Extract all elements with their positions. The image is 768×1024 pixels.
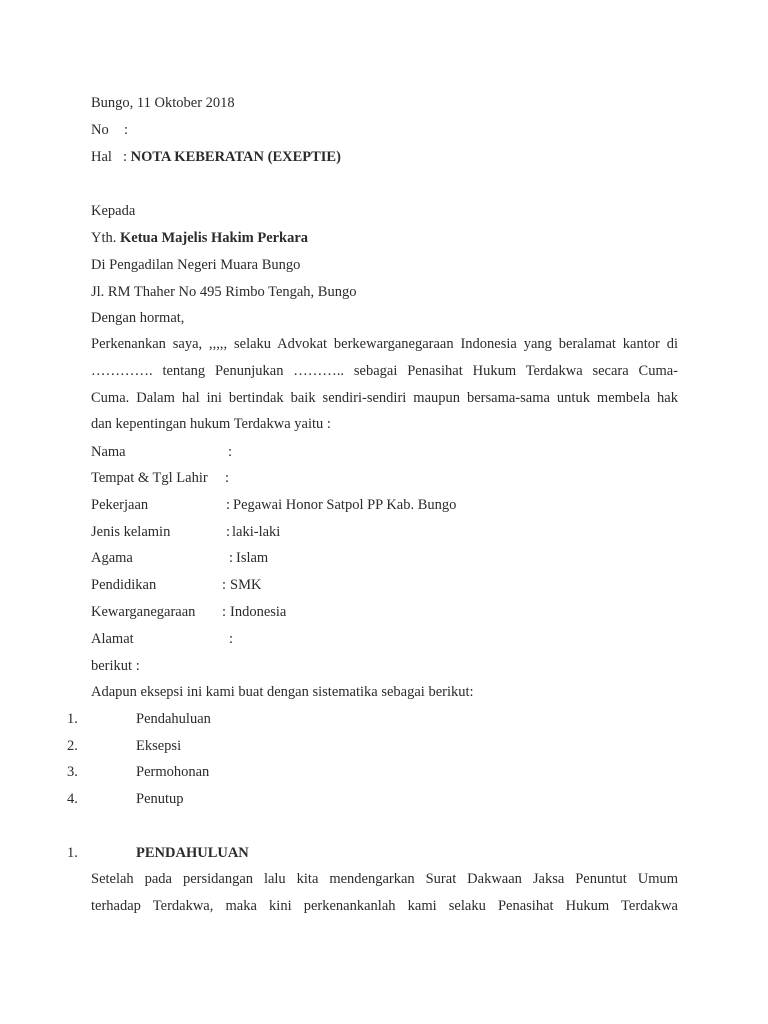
identity-separator: :	[226, 497, 231, 513]
identity-value: SMK	[230, 577, 262, 593]
outline-number: 2.	[67, 738, 78, 754]
identity-row	[91, 630, 234, 648]
kepada-label: Kepada	[91, 203, 136, 219]
outline-item: Eksepsi	[136, 738, 182, 754]
identity-separator: :	[229, 550, 234, 566]
section-number: 1.	[67, 845, 78, 861]
identity-value: Indonesia	[230, 604, 287, 620]
identity-separator: :	[222, 577, 227, 593]
outline-number: 4.	[67, 791, 78, 807]
identity-separator: :	[229, 631, 234, 647]
identity-label: Tempat & Tgl Lahir	[91, 470, 208, 486]
identity-value: laki-laki	[232, 524, 281, 540]
intro-line: Cuma. Dalam hal ini bertindak baik sendiri-sendiri maupun bersama-sama untuk membela hak	[91, 390, 678, 406]
identity-separator: :	[225, 470, 230, 486]
recipient-name: Ketua Majelis Hakim Perkara	[120, 230, 309, 246]
recipient-name-row	[91, 229, 308, 247]
place-date: Bungo, 11 Oktober 2018	[91, 95, 235, 111]
identity-row	[91, 549, 269, 567]
identity-label: Alamat	[91, 631, 134, 647]
identity-value: Pegawai Honor Satpol PP Kab. Bungo	[233, 497, 457, 513]
identity-label: Pendidikan	[91, 577, 157, 593]
after-identity-text: berikut :	[91, 658, 140, 674]
identity-separator: :	[226, 524, 231, 540]
identity-label: Kewarganegaraan	[91, 604, 196, 620]
outline-item: Penutup	[136, 791, 184, 807]
intro-line: Perkenankan saya, ,,,,, selaku Advokat berkewarganegaraan Indonesia yang beralamat kantor di	[91, 336, 678, 352]
recipient-court: Di Pengadilan Negeri Muara Bungo	[91, 257, 301, 273]
section-title: PENDAHULUAN	[136, 845, 249, 861]
hal-label: Hal	[91, 149, 112, 165]
section-paragraph-line: Setelah pada persidangan lalu kita mendengarkan Surat Dakwaan Jaksa Penuntut Umum	[91, 871, 678, 887]
outline-item: Pendahuluan	[136, 711, 211, 727]
identity-row	[91, 603, 287, 621]
identity-separator: :	[222, 604, 227, 620]
identity-value: Islam	[236, 550, 269, 566]
identity-label: Nama	[91, 444, 126, 460]
no-separator: :	[124, 122, 129, 138]
identity-label: Pekerjaan	[91, 497, 149, 513]
recipient-address: Jl. RM Thaher No 495 Rimbo Tengah, Bungo	[91, 284, 357, 300]
section-paragraph-line: terhadap Terdakwa, maka kini perkenankanlah kami selaku Penasihat Hukum Terdakwa	[91, 898, 678, 914]
subject-row	[91, 148, 341, 166]
greeting: Dengan hormat,	[91, 310, 185, 326]
identity-row	[91, 523, 281, 541]
intro-line: …………. tentang Penunjukan ……….. sebagai Penasihat Hukum Terdakwa secara Cuma-	[91, 363, 678, 379]
identity-separator: :	[228, 444, 233, 460]
subject-title: NOTA KEBERATAN (EXEPTIE)	[130, 149, 341, 165]
identity-row	[91, 443, 233, 461]
letter-number-row	[91, 121, 128, 139]
identity-label: Jenis kelamin	[91, 524, 171, 540]
intro-line: dan kepentingan hukum Terdakwa yaitu :	[91, 416, 331, 432]
identity-row	[91, 469, 230, 487]
outline-number: 3.	[67, 764, 78, 780]
identity-row	[91, 576, 262, 594]
outline-item: Permohonan	[136, 764, 210, 780]
outline-number: 1.	[67, 711, 78, 727]
identity-row	[91, 496, 457, 514]
outline-intro: Adapun eksepsi ini kami buat dengan sistematika sebagai berikut:	[91, 684, 474, 700]
no-label: No	[91, 122, 109, 138]
yth-prefix: Yth.	[91, 230, 117, 246]
identity-label: Agama	[91, 550, 133, 566]
hal-separator: :	[123, 149, 128, 165]
